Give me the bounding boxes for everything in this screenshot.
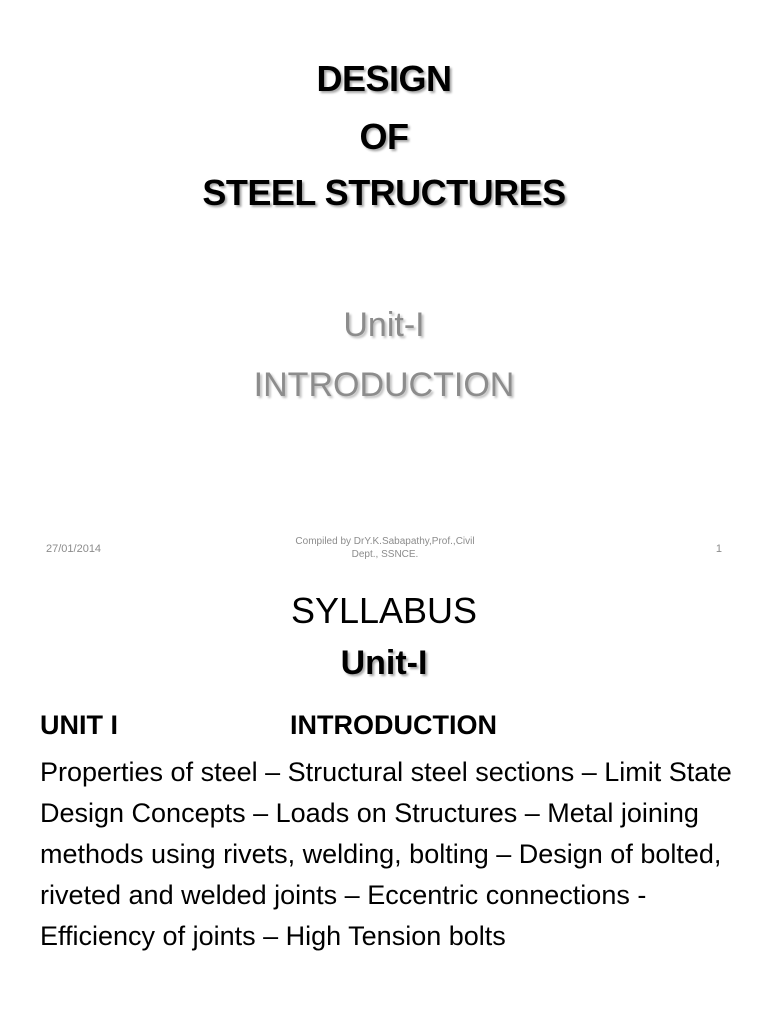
title-line-1: DESIGN [316,58,452,99]
introduction-subtitle: INTRODUCTION [253,366,515,404]
unit-label: UNIT I [40,710,118,740]
syllabus-heading: SYLLABUS [290,590,478,631]
syllabus-body: Properties of steel – Structural steel sections – Limit State Design Concepts – Loads on Structures – Metal joining methods using rivets, welding, bolting – Design of bolted, riveted and welded joints – Eccentric connections - Efficiency of joints – High Tension bolts [40,757,732,951]
title-line-3: STEEL STRUCTURES [202,172,566,213]
footer-compiled-line-2: Dept., SSNCE. [351,549,419,560]
footer-date: 27/01/2014 [46,543,102,555]
syllabus-unit: Unit-I [340,644,428,682]
unit-title: INTRODUCTION [290,710,497,740]
footer-page-number: 1 [715,543,722,555]
unit-subtitle: Unit-I [343,306,425,344]
footer-compiled-by [270,535,500,561]
title-line-2: OF [359,116,409,157]
footer-compiled-line-1: Compiled by DrY.K.Sabapathy,Prof.,Civil [295,536,475,547]
syllabus-slide [0,576,768,1024]
unit-header-row [40,710,497,741]
